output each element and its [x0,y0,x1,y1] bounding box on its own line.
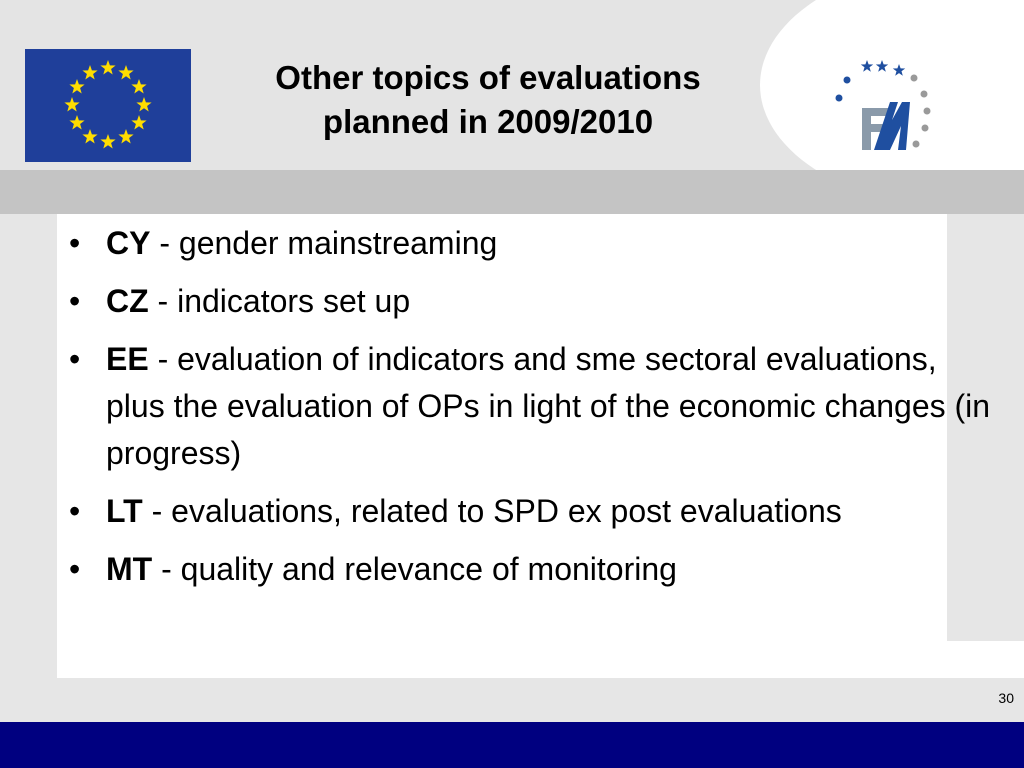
slide-title-line-1: Other topics of evaluations [275,59,701,96]
bullet-marker: • [69,551,81,587]
slide-title-line-2: planned in 2009/2010 [322,103,654,140]
item-text: - evaluations, related to SPD ex post evaluations [142,493,842,529]
topic-list [64,220,994,604]
bullet-marker: • [69,283,81,319]
country-code: CZ [106,283,149,319]
item-text: - gender mainstreaming [150,225,498,261]
item-text: - indicators set up [148,283,411,319]
eu-flag-icon [25,49,191,162]
list-item [64,220,994,267]
list-item [64,278,994,325]
bullet-marker: • [69,341,81,377]
bullet-marker: • [69,225,81,261]
country-code: EE [106,341,149,377]
country-code: MT [106,551,153,587]
header-band [0,170,1024,214]
footer-band [0,722,1024,768]
list-item [64,546,994,593]
fm-logo-icon [830,58,940,158]
country-code: CY [106,225,151,261]
list-item [64,488,994,535]
list-item [64,336,994,477]
item-text: - quality and relevance of monitoring [152,551,677,587]
country-code: LT [106,493,143,529]
slide-title [200,56,776,144]
content-panel-extension [947,641,1024,678]
item-text: - evaluation of indicators and sme sectoral evaluations, plus the evaluation of OPs in light of the economic changes (in progress) [106,341,991,471]
page-number: 30 [998,690,1014,706]
bullet-marker: • [69,493,81,529]
